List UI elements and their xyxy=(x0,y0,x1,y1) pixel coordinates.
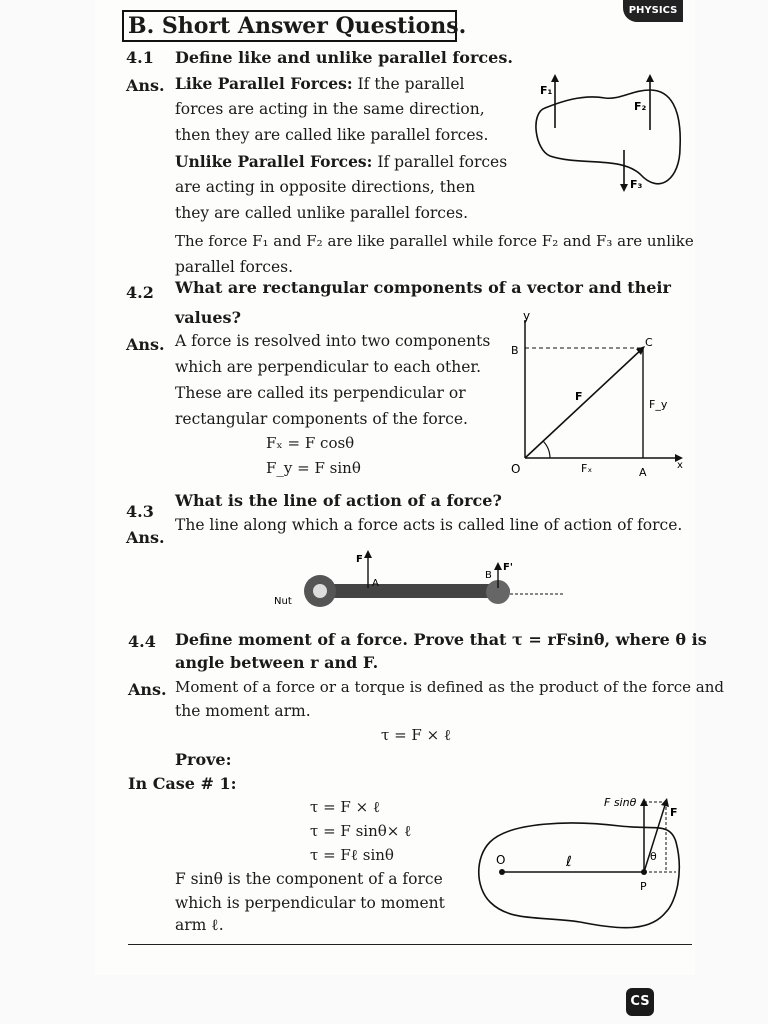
rectangular-components-figure xyxy=(505,308,685,483)
question-number: 4.3 xyxy=(126,502,154,521)
section-heading: B. Short Answer Questions. xyxy=(122,10,457,42)
label-fx: Fₓ xyxy=(581,462,593,475)
equation-fx: Fₓ = F cosθ xyxy=(266,434,355,452)
chapter-tab: PHYSICS xyxy=(623,0,683,22)
label-fprime: F' xyxy=(503,562,513,573)
arrowhead-icon xyxy=(620,184,628,192)
equation-line: τ = F sinθ× ℓ xyxy=(310,822,412,840)
question-number: 4.2 xyxy=(126,283,154,302)
label-f: F xyxy=(670,806,678,819)
answer-label: Ans. xyxy=(126,76,165,95)
answer-line xyxy=(175,74,465,93)
label-p: P xyxy=(640,880,647,893)
label-y: y xyxy=(523,309,531,323)
answer-line: F sinθ is the component of a force xyxy=(175,870,443,888)
equation-torque: τ = F × ℓ xyxy=(381,726,452,744)
answer-line: The line along which a force acts is called line of action of force. xyxy=(175,516,683,534)
answer-line: they are called unlike parallel forces. xyxy=(175,204,469,222)
label-c: C xyxy=(645,336,653,349)
wrench-figure xyxy=(270,548,570,618)
answer-line: are acting in opposite directions, then xyxy=(175,178,476,196)
label-o: O xyxy=(511,462,521,476)
answer-label: Ans. xyxy=(126,335,165,354)
answer-line: rectangular components of the force. xyxy=(175,410,468,428)
label-l: ℓ xyxy=(566,854,572,870)
wrench-handle xyxy=(320,584,510,598)
answer-line: parallel forces. xyxy=(175,258,293,276)
label-fsin: F sinθ xyxy=(604,796,637,809)
label-theta: θ xyxy=(650,850,657,863)
answer-line: These are called its perpendicular or xyxy=(175,384,466,402)
arrowhead-icon xyxy=(646,74,654,82)
answer-line xyxy=(175,152,507,171)
label-f2: F₂ xyxy=(634,100,647,113)
question-text: Define like and unlike parallel forces. xyxy=(175,48,513,67)
label-nut: Nut xyxy=(274,596,292,607)
term-unlike-parallel: Unlike Parallel Forces: xyxy=(175,152,373,171)
equation-fy: F_y = F sinθ xyxy=(266,459,361,477)
parallel-forces-figure xyxy=(520,68,690,198)
question-text: What is the line of action of a force? xyxy=(175,491,502,510)
label-a: A xyxy=(639,466,647,479)
answer-line: Moment of a force or a torque is defined as the product of the force and xyxy=(175,678,724,696)
answer-line: the moment arm. xyxy=(175,702,311,720)
question-text: Define moment of a force. Prove that τ = rFsinθ, where θ is xyxy=(175,630,707,649)
equation-line: τ = F × ℓ xyxy=(310,798,381,816)
label-f3: F₃ xyxy=(630,178,643,191)
question-text: values? xyxy=(175,308,241,327)
answer-line: arm ℓ. xyxy=(175,916,224,934)
question-number: 4.1 xyxy=(126,48,154,67)
label-b: B xyxy=(485,570,492,581)
arrowhead-icon xyxy=(494,562,502,570)
question-text: What are rectangular components of a vector and their xyxy=(175,278,671,297)
body-outline xyxy=(536,90,680,184)
body-outline xyxy=(479,823,680,928)
nut-icon xyxy=(313,584,327,598)
label-fy: F_y xyxy=(649,398,668,411)
moment-arm-figure xyxy=(470,792,690,940)
angle-arc xyxy=(543,441,550,458)
answer-line: then they are called like parallel forces. xyxy=(175,126,489,144)
label-x: x xyxy=(677,460,683,471)
arrowhead-icon xyxy=(364,550,372,558)
term-like-parallel: Like Parallel Forces: xyxy=(175,74,353,93)
answer-text: If parallel forces xyxy=(377,153,508,171)
question-number: 4.4 xyxy=(128,632,156,651)
case-label: In Case # 1: xyxy=(128,774,237,793)
answer-line: which is perpendicular to moment xyxy=(175,894,445,912)
answer-label: Ans. xyxy=(126,528,165,547)
label-f1: F₁ xyxy=(540,84,553,97)
label-f: F xyxy=(356,554,363,565)
answer-line: The force F₁ and F₂ are like parallel while force F₂ and F₃ are unlike xyxy=(175,232,694,250)
answer-label: Ans. xyxy=(128,680,167,699)
equation-line: τ = Fℓ sinθ xyxy=(310,846,394,864)
arrowhead-icon xyxy=(551,74,559,82)
camscanner-logo: CS xyxy=(626,988,654,1016)
answer-line: A force is resolved into two components xyxy=(175,332,491,350)
answer-text: If the parallel xyxy=(357,75,465,93)
label-a: A xyxy=(372,578,379,589)
label-o: O xyxy=(496,853,506,867)
answer-line: forces are acting in the same direction, xyxy=(175,100,485,118)
question-text: angle between r and F. xyxy=(175,653,379,672)
label-f: F xyxy=(575,390,583,403)
prove-label: Prove: xyxy=(175,750,232,769)
answer-line: which are perpendicular to each other. xyxy=(175,358,482,376)
label-b: B xyxy=(511,344,519,357)
page-divider xyxy=(128,944,692,945)
